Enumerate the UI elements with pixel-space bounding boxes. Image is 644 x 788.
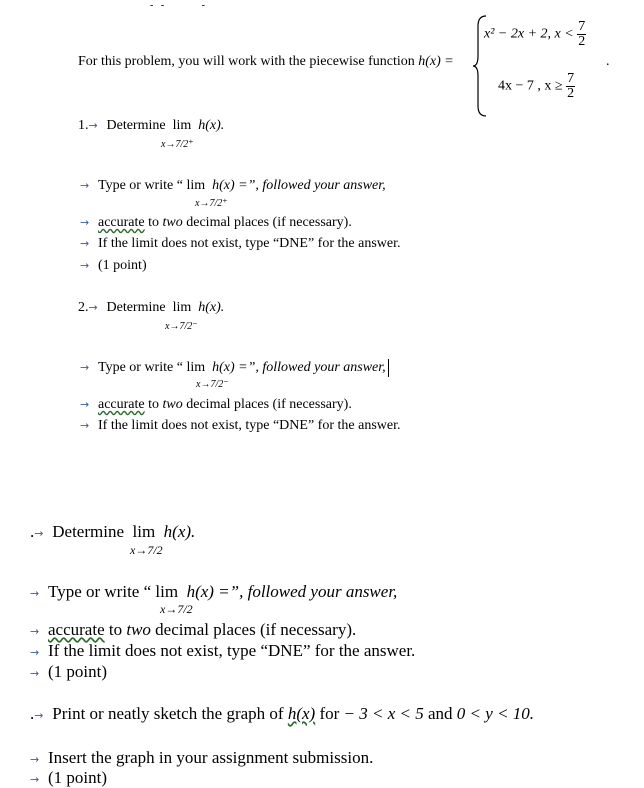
piecewise-case-1: x² − 2x + 2, x < $\frac{7}{2}$ (484, 19, 586, 49)
arrow-icon: → (88, 301, 98, 314)
q1-bullet-3: → If the limit does not exist, type “DNE” for the answer. (80, 236, 401, 251)
q1-heading: 1.→ Determine lim h(x). (78, 118, 225, 133)
q3-lim-subscript: x→7/2 (130, 543, 163, 557)
intro-text: For this problem, you will work with the piecewise function h(x) = (78, 54, 454, 69)
arrow-icon: → (34, 709, 44, 722)
arrow-icon: → (30, 773, 40, 786)
q2-bullet-1: → Type or write “ lim h(x) =”, followed your answer, (80, 359, 389, 377)
fraction-7-2: $\frac{7}{2}$ (567, 71, 575, 101)
q1-bullet-2: → accurate to two decimal places (if necessary). (80, 215, 352, 230)
q1-bullet-4: → (1 point) (80, 258, 147, 273)
q1-bullet-1: → Type or write “ lim h(x) =”, followed your answer, (80, 178, 386, 193)
arrow-icon: → (80, 237, 90, 250)
arrow-icon: → (80, 419, 90, 432)
arrow-icon: → (80, 179, 90, 192)
q3-bullet-3: → If the limit does not exist, type “DNE” for the answer. (30, 641, 416, 660)
q1-bullet-1-subscript: x→7/2⁺ (195, 198, 228, 209)
q3-bullet-1: → Type or write “ lim h(x) =”, followed your answer, (30, 582, 398, 601)
piecewise-case-2: 4x − 7 , x ≥ $\frac{7}{2}$ (498, 71, 575, 101)
q3-bullet-1-subscript: x→7/2 (160, 602, 193, 616)
q3-bullet-4: → (1 point) (30, 662, 108, 681)
arrow-icon: → (34, 527, 44, 540)
q2-bullet-3: → If the limit does not exist, type “DNE” for the answer. (80, 418, 401, 433)
q2-bullet-2: → accurate to two decimal places (if necessary). (80, 397, 352, 412)
arrow-icon: → (30, 667, 40, 680)
arrow-icon: → (80, 216, 90, 229)
q2-heading: 2.→ Determine lim h(x). (78, 300, 225, 315)
q4-heading: .→ Print or neatly sketch the graph of h(x) for − 3 < x < 5 and 0 < y < 10. (30, 704, 535, 723)
q3-heading: .→ Determine lim h(x). (30, 522, 196, 541)
q3-bullet-2: → accurate to two decimal places (if necessary). (30, 620, 357, 639)
piecewise-end-dot: . (606, 54, 610, 69)
q2-bullet-1-subscript: x→7/2⁻ (196, 379, 229, 390)
arrow-icon: → (30, 625, 40, 638)
q4-bullet-1: → Insert the graph in your assignment submission. (30, 748, 374, 767)
q1-lim-subscript: x→7/2⁺ (161, 139, 194, 150)
q2-lim-subscript: x→7/2⁻ (165, 321, 198, 332)
fraction-7-2: $\frac{7}{2}$ (578, 19, 586, 49)
q4-bullet-2: → (1 point) (30, 768, 108, 787)
arrow-icon: → (80, 259, 90, 272)
arrow-icon: → (30, 753, 40, 766)
arrow-icon: → (30, 587, 40, 600)
arrow-icon: → (80, 398, 90, 411)
arrow-icon: → (88, 119, 98, 132)
top-marks: - - - (150, 0, 205, 11)
arrow-icon: → (80, 361, 90, 375)
arrow-icon: → (30, 646, 40, 659)
text-cursor (388, 359, 389, 377)
